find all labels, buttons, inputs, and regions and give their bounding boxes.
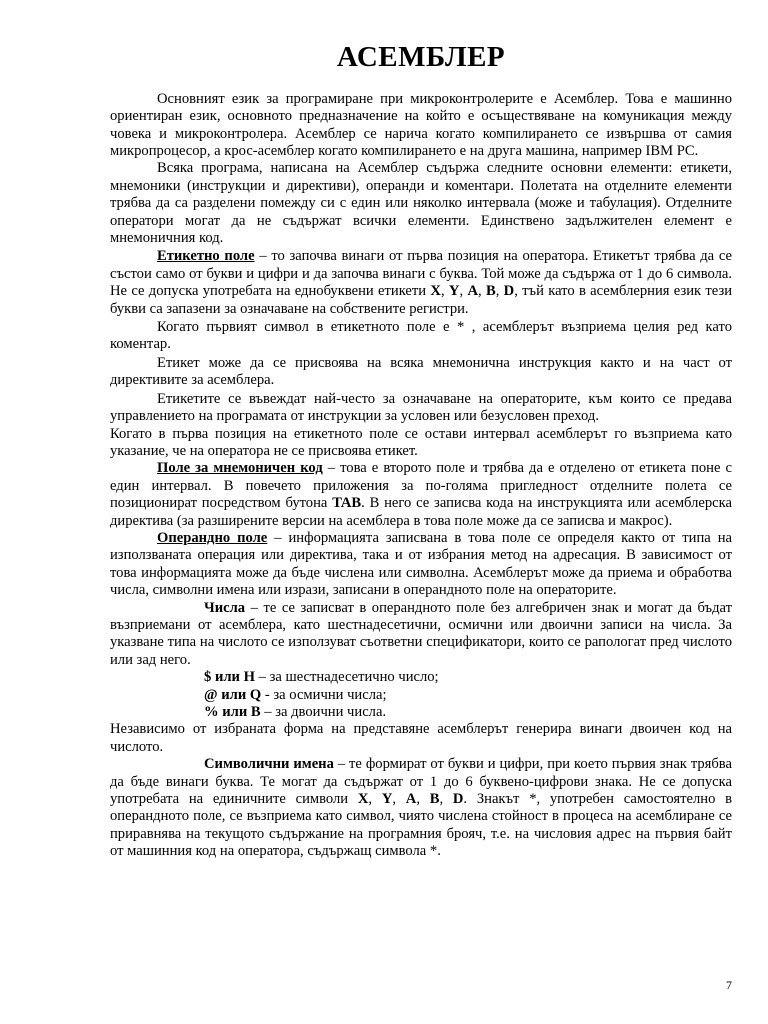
term-symbolic-names: Символични имена: [204, 756, 334, 773]
term-label-field: Етикетно поле: [157, 248, 255, 265]
tab-key-label: TAB: [332, 495, 362, 512]
paragraph-numbers: Числа – те се записват в операндното поле без алгебричен знак и могат да бъдат възприемани от асемблера, като шестнадесетични, осмични или двоични записи на числа. За указване типа на числото се използуват съответни спецификатори, които се рапологат пред числото или зад него.: [110, 599, 732, 668]
paragraph-operand-field: Операндно поле – информацията записвана в това поле се определя както от типа на използваната операция или директива, така и от избрания метод на адресация. В зависимост от това информацията може да бъде числена или символна. Асемблерът може да приема и обработва числа, символни имена или изрази, записани в операндното поле на операторите.: [110, 529, 732, 599]
paragraph-binary-code: Независимо от избраната форма на представяне асемблерът генерира винаги двоичен код на числото.: [110, 721, 732, 755]
term-numbers: Числа: [204, 599, 246, 616]
paragraph-comment: Когато първият символ в етикетното поле е * , асемблерът възприема целия ред като коментар.: [110, 319, 732, 353]
paragraph-label-usage: Етикетите се въвеждат най-често за означаване на операторите, към които се предава управлението на програмата от инструкции за условен или безусловен преход.: [110, 390, 732, 425]
page-title: АСЕМБЛЕР: [336, 41, 506, 73]
list-item: @ или Q - за осмични числа;: [204, 686, 387, 703]
list-item: % или B – за двоични числа.: [204, 704, 387, 721]
paragraph-elements: Всяка програма, написана на Асемблер съдържа следните основни елементи: етикети, мнемоники (инструкции и директиви), операнди и коментари. Полетата на отделните елементи трябва да са разделени помежду си с един или няколко интервала (може и табулация). Отделните оператори могат да не съдържат всички елементи. Единствено задължителен елемент е мнемоничния код.: [110, 160, 732, 247]
page-number: 7: [726, 978, 732, 992]
paragraph-label-field: Етикетно поле – то започва винаги от първа позиция на оператора. Етикетът трябва да се състои само от букви и цифри и да започва винаги с буква. Той може да съдържа от 1 до 6 символа. Не се допуска употребата на еднобуквени етикети X, Y, A, B, D, тъй като в асемблерния език тези букви са запазени за означаване на собствените регистри.: [110, 248, 733, 317]
term-operand-field: Операндно поле: [157, 529, 268, 546]
paragraph-symbolic-names: Символични имена – те формират от букви и цифри, при което първия знак трябва да бъде винаги буква. Те могат да съдържат от 1 до 6 буквено-цифрови знака. Не се допуска употребата на единичните символи X, Y, A, B, D. Знакът *, употребен самостоятелно в операндното поле, се възприема като символ, чиято числена стойност в процеса на асемблиране се приравнява на текущото съдържание на програмния брояч, т.е. на числовия адрес на първия байт от машинния код на оператора, съдържащ символа *.: [110, 756, 733, 860]
paragraph-no-label: Когато в първа позиция на етикетното поле се остави интервал асемблерът го възприема като указание, че на оператора не се присвоява етикет.: [110, 425, 732, 459]
term-mnemonic-field: Поле за мнемоничен код: [157, 460, 323, 477]
document-page: [110, 40, 732, 861]
paragraph-intro: Основният език за програмиране при микроконтролерите е Асемблер. Това е машинно ориентиран език, основното предназначение на който е осъществяване на комуникация между човека и микроконтролера. Асемблер се нарича когато компилирането се извършва от самия микропроцесор, а крос-асемблер когато компилирането е на друга машина, например IBM PC.: [110, 90, 732, 160]
paragraph-mnemonic-field: Поле за мнемоничен код – това е второто поле и трябва да е отделено от етикета поне с един интервал. В повечето приложения за по-голяма пригледност отделните полета се позиционират посредством бутона TAB. В него се записва кода на инструкцията или асемблерска директива (за разширените версии на асемблера в това поле може да се записва и макрос).: [110, 460, 732, 529]
paragraph-label-assign: Етикет може да се присвоява на всяка мнемонична инструкция както и на част от директивите за асемблера.: [110, 354, 732, 389]
list-item: $ или H – за шестнадесетично число;: [204, 669, 439, 686]
